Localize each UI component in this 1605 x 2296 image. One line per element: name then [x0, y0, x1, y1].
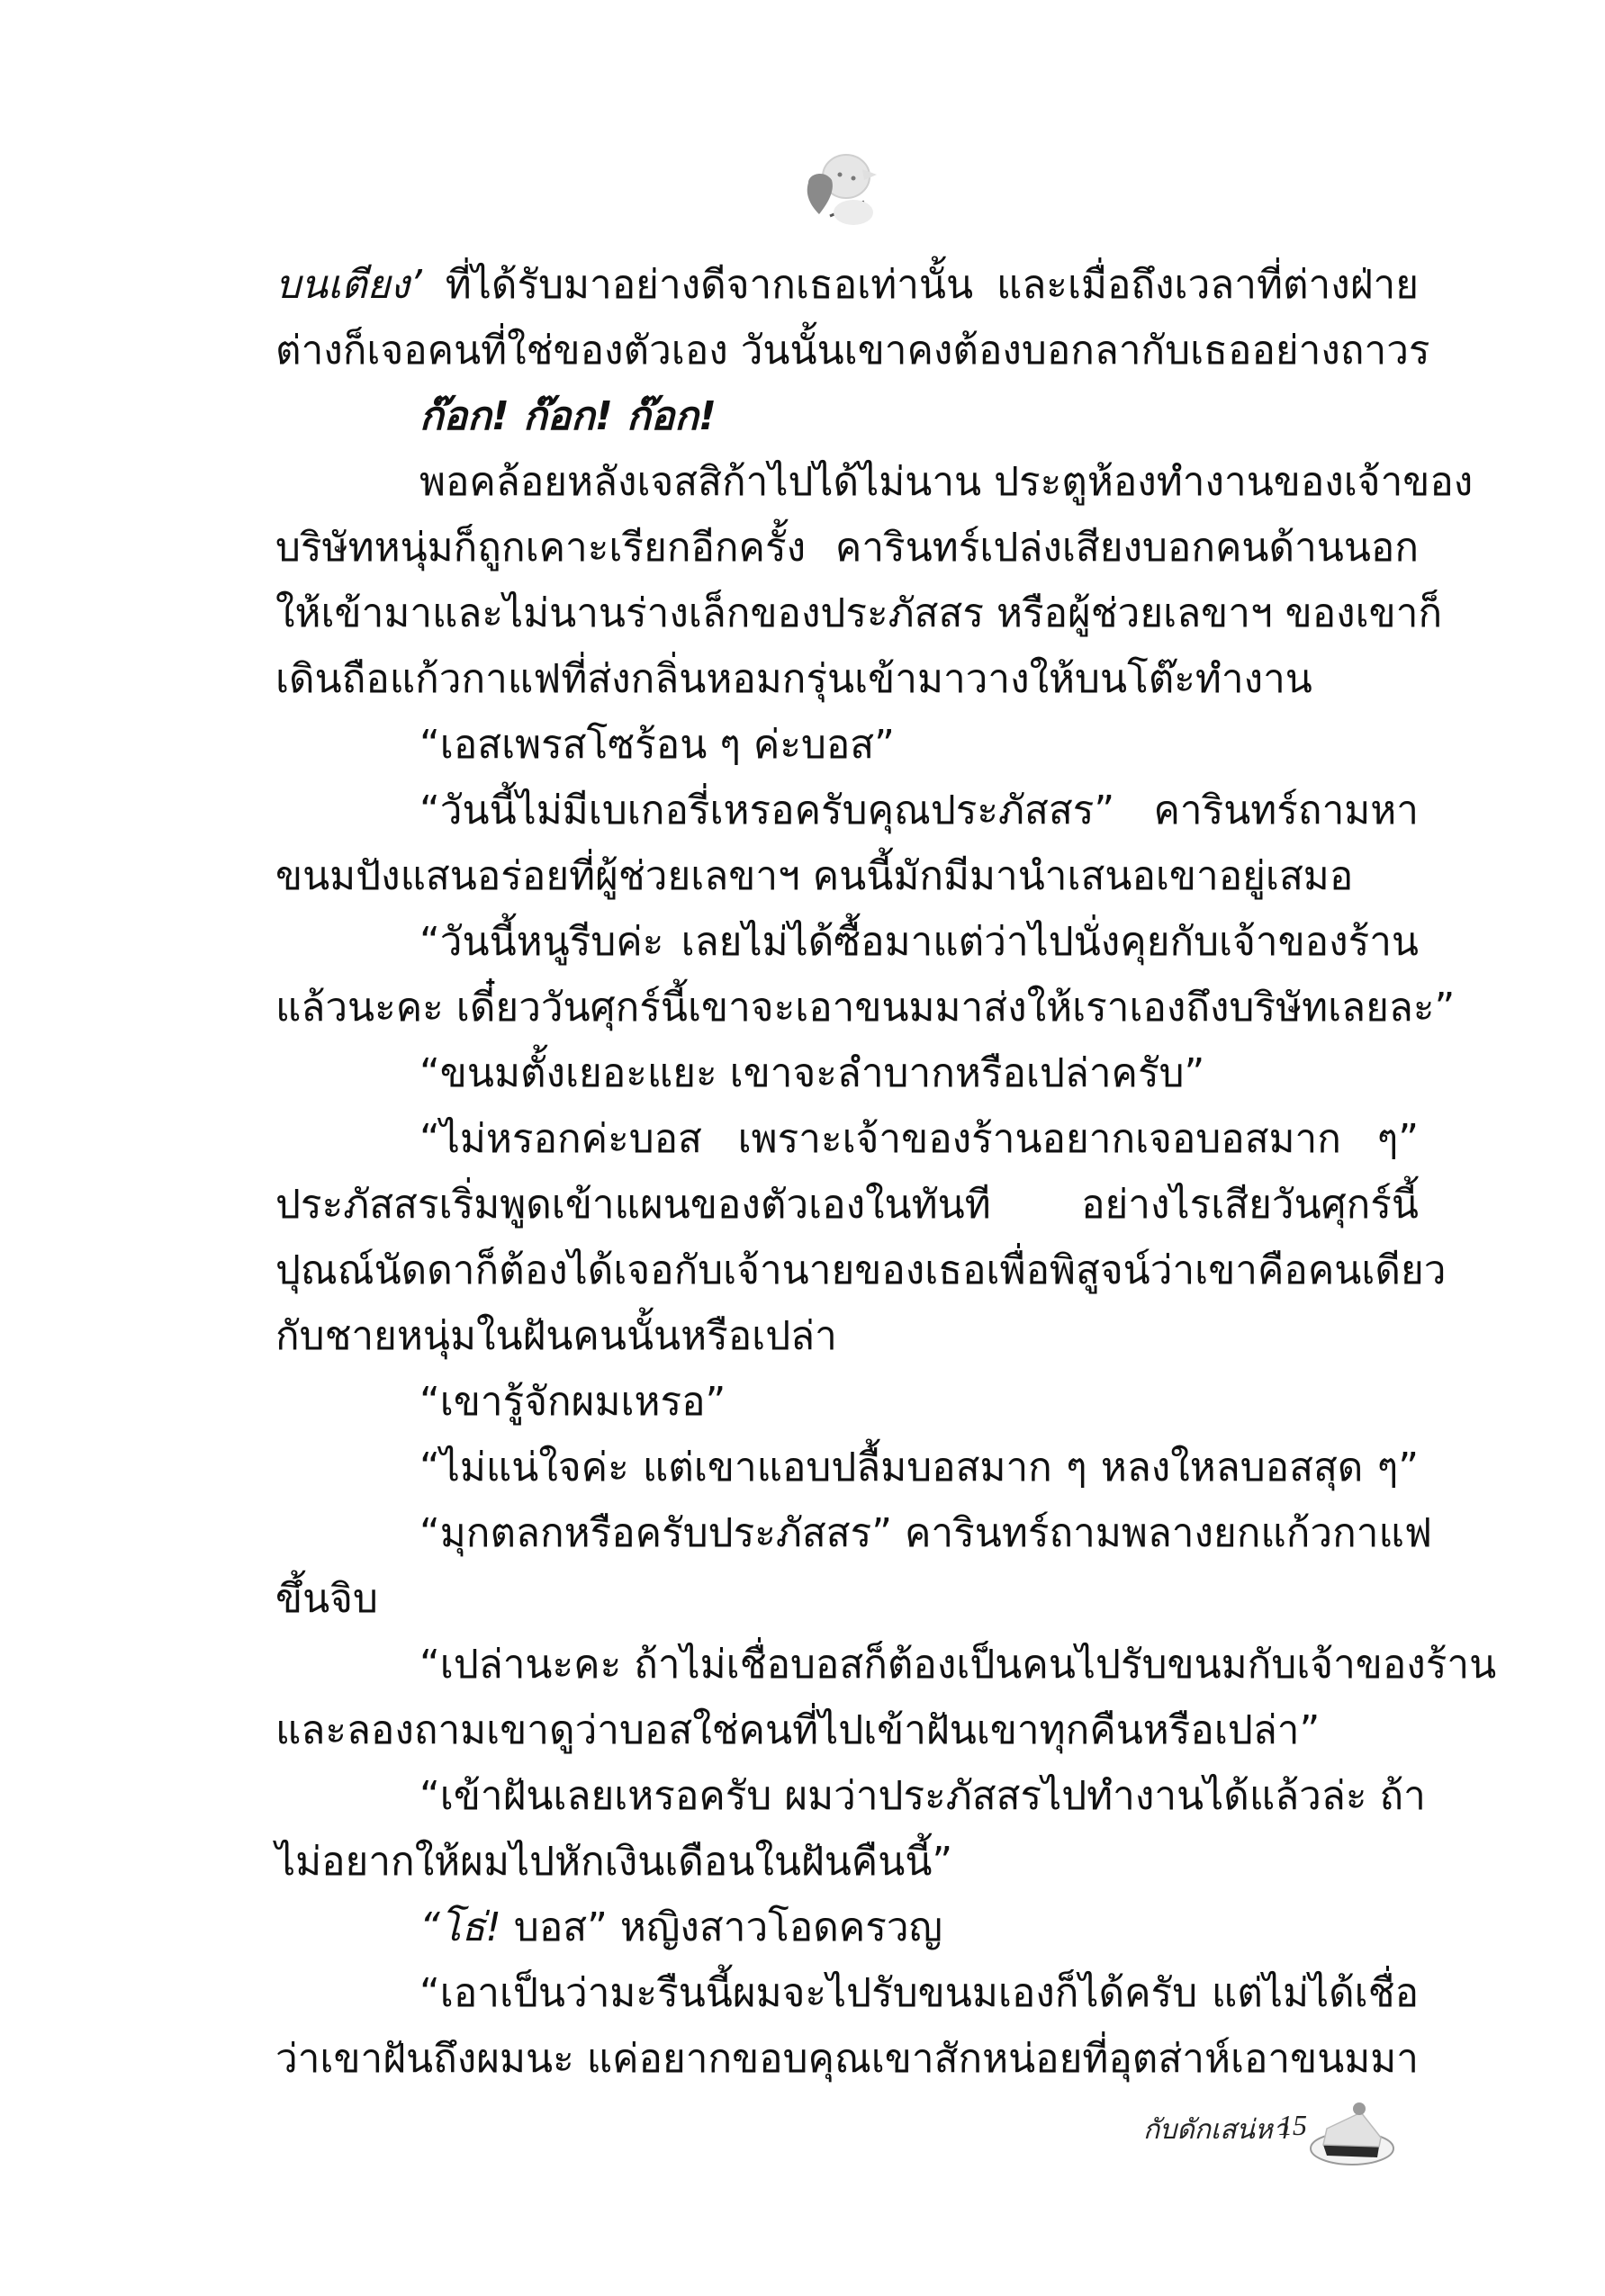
dialogue-line: “เปล่านะคะ ถ้าไม่เชื่อบอสก็ต้องเป็นคนไปรับขนมกับเจ้าของร้าน — [419, 1642, 1497, 1688]
knock-sound-text: ก๊อก! ก๊อก! ก๊อก! — [419, 393, 717, 439]
line-text: บอส” หญิงสาวโอดครวญ — [500, 1904, 943, 1950]
dialogue-line: “วันนี้ไม่มีเบเกอรี่เหรอครับคุณประภัสสร” คารินทร์ถามหา — [419, 788, 1419, 833]
dialogue-line: “เอาเป็นว่ามะรืนนี้ผมจะไปรับขนมเองก็ได้ครับ แต่ไม่ได้เชื่อ — [419, 1970, 1419, 2016]
dialogue-line: “ไม่หรอกค่ะบอส เพราะเจ้าของร้านอยากเจอบอสมาก ๆ” — [419, 1116, 1419, 1162]
paragraph-line: ประภัสสรเริ่มพูดเข้าแผนของตัวเองในทันที อย่างไรเสียวันศุกร์นี้ — [275, 1182, 1419, 1228]
paragraph-line: ให้เข้ามาและไม่นานร่างเล็กของประภัสสร หรือผู้ช่วยเลขาฯ ของเขาก็ — [275, 590, 1443, 636]
dialogue-line: “เขารู้จักผมเหรอ” — [419, 1379, 726, 1425]
dialogue-line: “วันนี้หนูรีบค่ะ เลยไม่ได้ซื้อมาแต่ว่าไปนั่งคุยกับเจ้าของร้าน — [419, 919, 1419, 965]
paragraph-line: แล้วนะคะ เดี๋ยววันศุกร์นี้เขาจะเอาขนมมาส่งให้เราเองถึงบริษัทเลยละ” — [275, 985, 1456, 1031]
body-text — [275, 252, 1497, 2092]
paragraph-line: ต่างก็เจอคนที่ใช่ของตัวเอง วันนั้นเขาคงต้องบอกลากับเธออย่างถาวร — [275, 328, 1430, 374]
page-footer — [1143, 2093, 1503, 2174]
paragraph-line: บริษัทหนุ่มก็ถูกเคาะเรียกอีกครั้ง คารินทร์เปล่งเสียงบอกคนด้านนอก — [275, 525, 1419, 571]
italic-fragment: บนเตียง’ — [275, 262, 422, 308]
paragraph-line — [275, 252, 1419, 318]
dialogue-line: “เข้าฝันเลยเหรอครับ ผมว่าประภัสสรไปทำงานได้แล้วล่ะ ถ้า — [419, 1773, 1426, 1819]
dialogue-line: “ไม่แน่ใจค่ะ แต่เขาแอบปลื้มบอสมาก ๆ หลงใหลบอสสุด ๆ” — [419, 1445, 1419, 1490]
book-title: กับดักเสน่หา — [1143, 2114, 1288, 2146]
paragraph-line: ว่าเขาฝันถึงผมนะ แค่อยากขอบคุณเขาสักหน่อยที่อุตส่าห์เอาขนมมา — [275, 2036, 1419, 2082]
line-text: ที่ได้รับมาอย่างดีจากเธอเท่านั้น และเมื่อถึงเวลาที่ต่างฝ่าย — [421, 262, 1419, 308]
paragraph-line: ขนมปังแสนอร่อยที่ผู้ช่วยเลขาฯ คนนี้มักมีมานำเสนอเขาอยู่เสมอ — [275, 853, 1354, 899]
dialogue-line: “ขนมตั้งเยอะแยะ เขาจะลำบากหรือเปล่าครับ” — [419, 1050, 1205, 1096]
sound-effect-line — [275, 383, 1419, 449]
italic-fragment: “โธ่! — [419, 1904, 501, 1950]
paragraph-line: ไม่อยากให้ผมไปหักเงินเดือนในฝันคืนนี้” — [275, 1839, 953, 1885]
dialogue-line: “เอสเพรสโซร้อน ๆ ค่ะบอส” — [419, 722, 895, 768]
cupid-with-heart-icon — [799, 142, 880, 232]
paragraph-line: เดินถือแก้วกาแฟที่ส่งกลิ่นหอมกรุ่นเข้ามาวางให้บนโต๊ะทำงาน — [275, 656, 1312, 702]
paragraph-line: และลองถามเขาดูว่าบอสใช่คนที่ไปเข้าฝันเขาทุกคืนหรือเปล่า” — [275, 1707, 1321, 1753]
paragraph-line: กับชายหนุ่มในฝันคนนั้นหรือเปล่า — [275, 1313, 837, 1359]
paragraph-line: ขึ้นจิบ — [275, 1576, 378, 1622]
dialogue-line — [275, 1895, 1419, 1960]
paragraph-line: ปุณณ์นัดดาก็ต้องได้เจอกับเจ้านายของเธอเพื่อพิสูจน์ว่าเขาคือคนเดียว — [275, 1247, 1447, 1293]
cake-slice-icon — [1307, 2093, 1397, 2169]
dialogue-line: “มุกตลกหรือครับประภัสสร” คารินทร์ถามพลางยกแก้วกาแฟ — [419, 1510, 1432, 1556]
paragraph-line: พอคล้อยหลังเจสสิก้าไปได้ไม่นาน ประตูห้องทำงานของเจ้าของ — [419, 459, 1474, 505]
page-number: 15 — [1278, 2109, 1307, 2141]
